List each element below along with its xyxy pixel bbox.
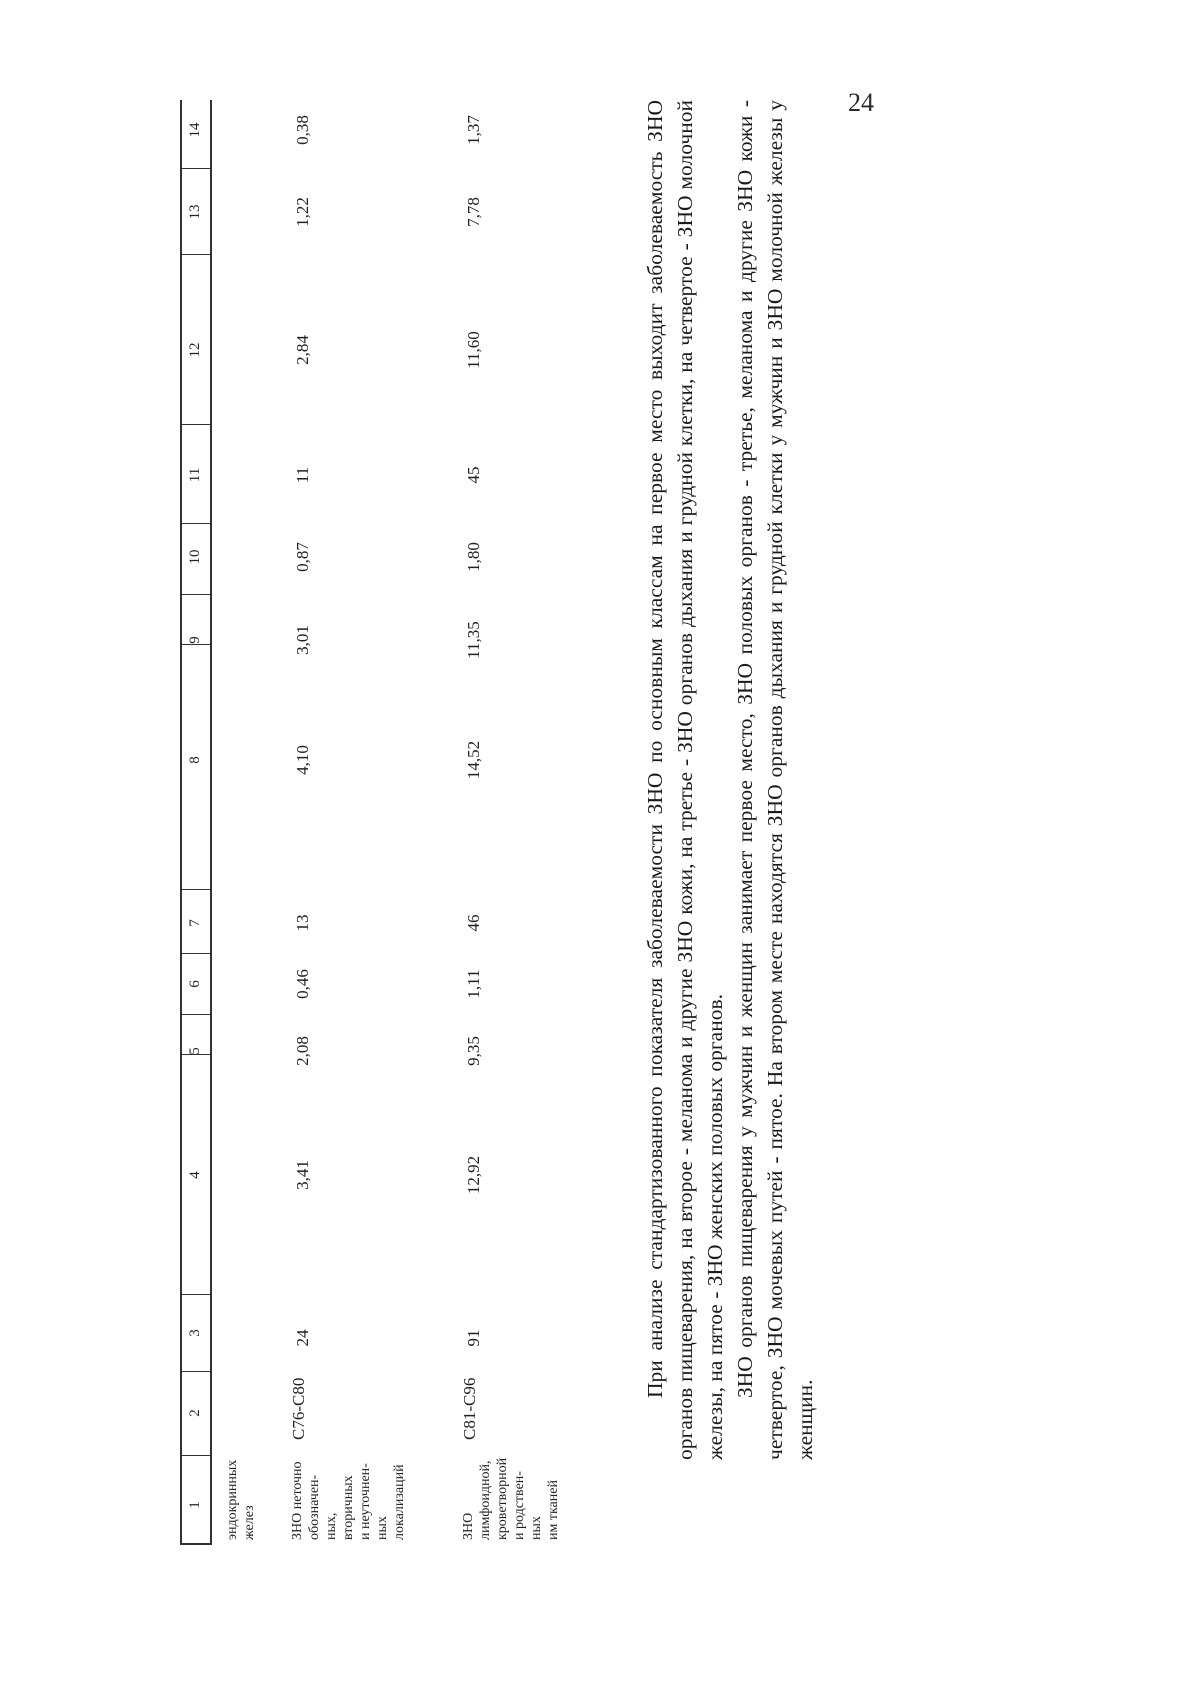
table-cell: 2,08: [293, 1036, 312, 1066]
table-cell: 1,22: [293, 197, 312, 227]
table-column-separator: [180, 523, 211, 524]
col-header-14: 14: [187, 122, 203, 138]
table-column-separator: [180, 254, 211, 255]
table-cell: 9,35: [464, 1036, 483, 1066]
rotated-page-content: [180, 70, 1060, 1630]
table-cell: 1,37: [464, 115, 483, 145]
col-header-2: 2: [187, 1409, 203, 1417]
col-header-4: 4: [187, 1171, 203, 1179]
col-header-7: 7: [187, 919, 203, 927]
table-cell: 24: [293, 1329, 312, 1347]
row-label-ill-defined-sites: ЗНО неточно обозначен- ных, вторичных и неуточнен- ных локализаций: [290, 1461, 407, 1540]
row-label-endocrine: эндокринных желез: [225, 1459, 257, 1540]
analysis-paragraph-1: При анализе стандартизованного показателя заболеваемости ЗНО по основным классам на первое место выходит заболеваемость ЗНО органов пищеварения, на второе - меланома и другие ЗНО кожи, на третье - ЗНО органов дыхания и грудной клетки, на четвертое - ЗНО молочной железы, на пятое - ЗНО женских половых органов.: [643, 100, 727, 1460]
col-header-9: 9: [187, 636, 203, 644]
table-cell: 14,52: [464, 740, 483, 780]
table-header-bottom-rule: [210, 100, 212, 1545]
table-cell: 11,35: [464, 621, 483, 659]
table-column-separator: [180, 168, 211, 169]
analysis-paragraph-2: ЗНО органов пищеварения у мужчин и женщин занимает первое место, ЗНО половых органов - третье, меланома и другие ЗНО кожи - четвертое, ЗНО мочевых путей - пятое. На втором месте находятся ЗНО органов дыхания и грудной клетки у мужчин и ЗНО молочной железы у женщин.: [733, 100, 817, 1460]
table-cell: 91: [464, 1329, 483, 1347]
row-label-lymphoid-tissues: ЗНО лимфоидной, кроветворной и родствен- ных им тканей: [461, 1457, 561, 1540]
table-cell: 11,60: [464, 331, 483, 369]
table-cell: 46: [464, 914, 483, 932]
col-header-3: 3: [187, 1329, 203, 1337]
row-code-c76-c80: C76-C80: [289, 1377, 308, 1440]
table-top-rule: [180, 100, 182, 1545]
col-header-6: 6: [187, 980, 203, 988]
table-cell: 3,01: [293, 625, 312, 655]
table-column-separator: [180, 1455, 211, 1456]
table-column-separator: [180, 424, 211, 425]
table-cell: 12,92: [464, 1155, 483, 1195]
table-cell: 3,41: [293, 1160, 312, 1190]
table-cell: 11: [293, 466, 312, 484]
row-code-c81-c96: C81-C96: [460, 1377, 479, 1440]
table-left-rule: [180, 1544, 211, 1546]
table-column-separator: [180, 1014, 211, 1015]
table-cell: 0,38: [293, 115, 312, 145]
table-column-separator: [180, 1371, 211, 1372]
table-column-separator: [180, 1294, 211, 1295]
col-header-5: 5: [187, 1047, 203, 1055]
table-cell: 1,11: [464, 969, 483, 999]
col-header-12: 12: [187, 342, 203, 358]
table-column-separator: [180, 889, 211, 890]
table-cell: 2,84: [293, 335, 312, 365]
table-cell: 0,87: [293, 542, 312, 572]
col-header-1: 1: [187, 1501, 203, 1509]
table-cell: 7,78: [464, 197, 483, 227]
table-cell: 1,80: [464, 542, 483, 572]
page-number: 24: [848, 88, 874, 117]
table-column-separator: [180, 644, 211, 645]
table-cell: 0,46: [293, 969, 312, 999]
col-header-8: 8: [187, 756, 203, 764]
col-header-10: 10: [187, 549, 203, 565]
table-column-separator: [180, 953, 211, 954]
table-column-separator: [180, 594, 211, 595]
col-header-11: 11: [187, 467, 203, 483]
table-cell: 13: [293, 914, 312, 932]
table-cell: 45: [464, 466, 483, 484]
col-header-13: 13: [187, 204, 203, 220]
table-cell: 4,10: [293, 745, 312, 775]
